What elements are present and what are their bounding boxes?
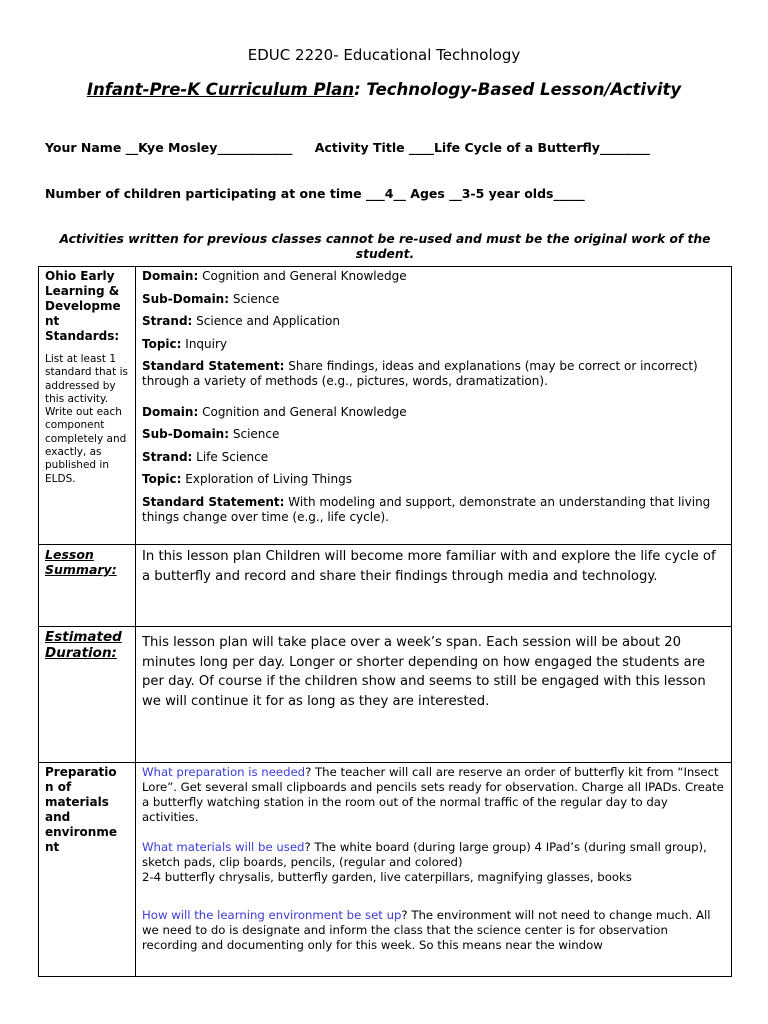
standard-2-topic: Topic: Exploration of Living Things xyxy=(142,472,352,486)
plan-title xyxy=(0,80,768,99)
summary-label-cell xyxy=(39,545,136,627)
duration-row xyxy=(39,627,732,763)
standard-1-strand: Strand: Science and Application xyxy=(142,314,340,328)
duration-label-cell xyxy=(39,627,136,763)
preparation-label: Preparatio n of materials and environme nt xyxy=(45,765,117,854)
standards-label-cell xyxy=(39,267,136,545)
duration-label: Estimated Duration: xyxy=(45,629,122,661)
standard-2-domain: Domain: Cognition and General Knowledge xyxy=(142,404,407,419)
standard-1-statement: Standard Statement: Share findings, ideas and explanations (may be correct or incorrect) through a variety of methods (e.g., pictures, words, dramatization). xyxy=(142,359,698,388)
preparation-question: What preparation is needed xyxy=(142,765,306,779)
activity-title-value[interactable]: ____Life Cycle of a Butterfly________ xyxy=(408,140,650,155)
preparation-row xyxy=(39,763,732,977)
standard-2-statement: Standard Statement: With modeling and support, demonstrate an understanding that living things change over time (e.g., life cycle). xyxy=(142,494,711,524)
plan-title-main: Infant-Pre-K Curriculum Plan xyxy=(86,80,355,99)
ages-value[interactable]: __3-5 year olds_____ xyxy=(449,186,585,201)
standards-label: Ohio Early Learning & Developme nt Standards: xyxy=(45,269,121,343)
duration-text: This lesson plan will take place over a week’s span. Each session will be about 20 minutes long per day. Longer or shorter depending on how engaged the students are per day. Of course if the children show and seems to still be engaged with this lesson we will continue it for as long as they are interested. xyxy=(142,635,706,709)
environment-setup: How will the learning environment be set up? The environment will not need to change much. All we need to do is designate and inform the class that the science center is for observation recording and documenting only for this week. So this means near the window xyxy=(142,908,711,952)
ages-label: Ages xyxy=(410,186,445,201)
standards-row xyxy=(39,267,732,545)
standards-note: List at least 1 standard that is addressed by this activity. Write out each component completely and exactly, as published in ELDS. xyxy=(45,353,128,485)
preparation-needed: What preparation is needed? The teacher will call are reserve an order of butterfly kit from “Insect Lore”. Get several small clipboards and pencils sets ready for observation. Charge all IPADs. Create a butterfly watching station in the room out of the normal traffic of the regular day to day activities. xyxy=(142,765,724,824)
curriculum-table xyxy=(38,266,732,977)
activity-title-label: Activity Title xyxy=(314,140,405,155)
materials-list: 2-4 butterfly chrysalis, butterfly garden, live caterpillars, magnifying glasses, books xyxy=(142,870,632,884)
name-label: Your Name xyxy=(45,140,122,155)
standard-2-subdomain: Sub-Domain: Science xyxy=(142,427,280,441)
summary-row xyxy=(39,545,732,627)
summary-content-cell[interactable] xyxy=(136,545,732,627)
preparation-content-cell[interactable] xyxy=(136,763,732,977)
name-value[interactable]: __Kye Mosley____________ xyxy=(125,140,293,155)
standards-content-cell[interactable] xyxy=(136,267,732,545)
duration-content-cell[interactable] xyxy=(136,627,732,763)
materials-used: What materials will be used? The white board (during large group) 4 IPad’s (during small group), sketch pads, clip boards, pencils, (regular and colored) xyxy=(142,840,707,869)
children-ages-row xyxy=(45,186,585,201)
environment-question: How will the learning environment be set up xyxy=(142,908,402,922)
summary-text: In this lesson plan Children will become more familiar with and explore the life cycle of a butterfly and record and share their findings through media and technology. xyxy=(142,549,716,584)
standard-1-domain: Domain: Cognition and General Knowledge xyxy=(142,269,407,283)
plan-title-subtitle: : Technology-Based Lesson/Activity xyxy=(354,80,682,99)
standard-1-subdomain: Sub-Domain: Science xyxy=(142,291,280,306)
children-value[interactable]: ___4__ xyxy=(365,186,406,201)
name-activity-row xyxy=(45,140,650,155)
standard-1-topic: Topic: Inquiry xyxy=(142,336,228,351)
children-label: Number of children participating at one time xyxy=(45,186,362,201)
standard-2-strand: Strand: Life Science xyxy=(142,449,269,464)
originality-notice: Activities written for previous classes cannot be re-used and must be the original work of the student. xyxy=(59,232,711,261)
summary-label: Lesson Summary: xyxy=(45,547,117,577)
course-title: EDUC 2220- Educational Technology xyxy=(247,46,521,64)
materials-question: What materials will be used xyxy=(142,840,305,854)
preparation-label-cell xyxy=(39,763,136,977)
